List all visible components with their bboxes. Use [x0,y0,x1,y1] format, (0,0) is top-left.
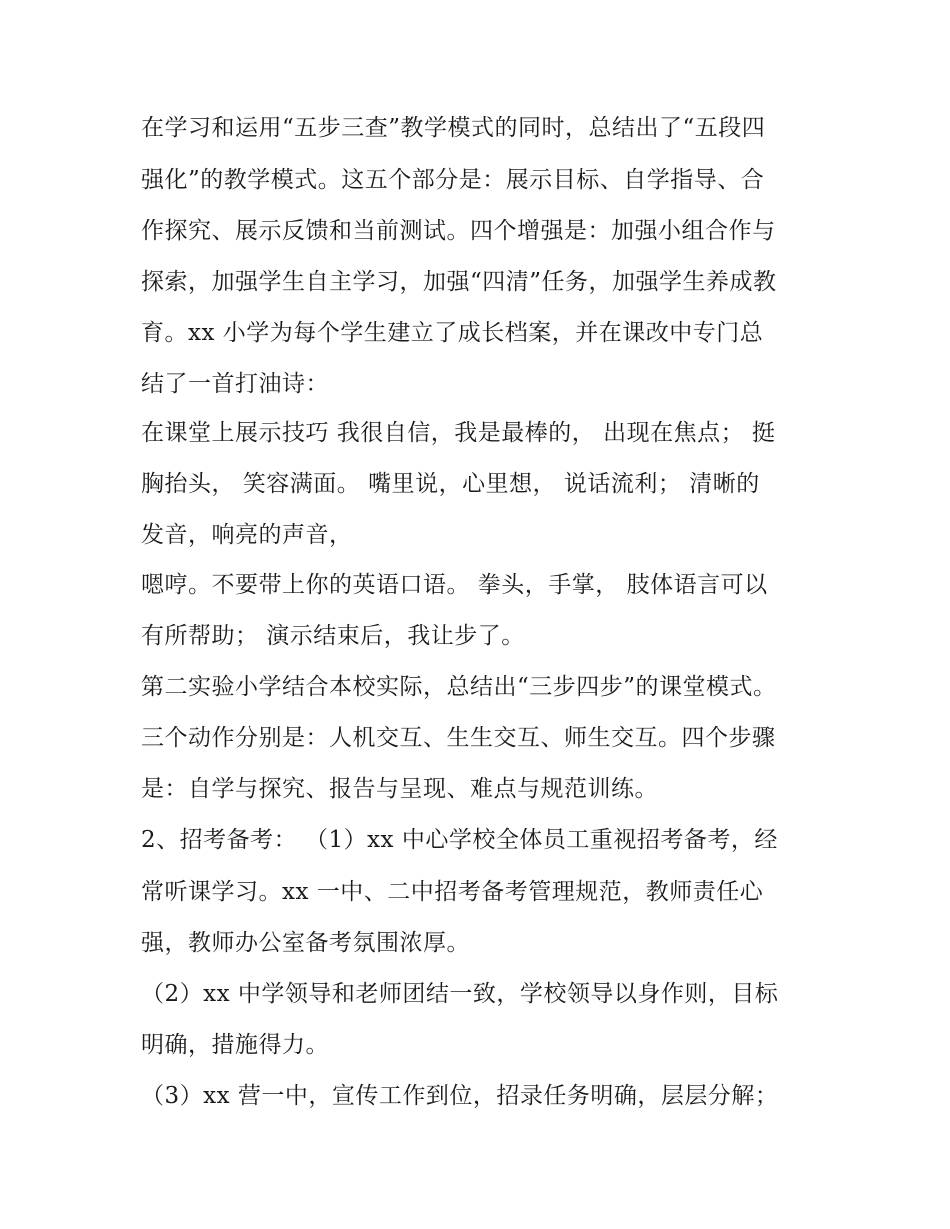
text-line: 常听课学习。xx 一中、二中招考备考管理规范，教师责任心 [141,879,764,905]
text-line: 发音，响亮的声音， [141,522,353,548]
text-line: 胸抬头， 笑容满面。 嘴里说，心里想， 说话流利； 清晰的 [141,471,760,497]
text-line: 育。xx 小学为每个学生建立了成长档案，并在课改中专门总 [141,320,764,346]
text-line: 2、招考备考： （1）xx 中心学校全体员工重视招考备考，经 [141,827,778,853]
text-line: 强化”的教学模式。这五个部分是：展示目标、自学指导、合 [141,167,765,193]
text-line: 在学习和运用“五步三查”教学模式的同时，总结出了“五段四 [141,115,766,141]
text-line: 有所帮助； 演示结束后，我让步了。 [141,623,525,649]
text-line: 在课堂上展示技巧 我很自信，我是最棒的， 出现在焦点； 挺 [141,420,776,446]
text-line: 作探究、展示反馈和当前测试。四个增强是：加强小组合作与 [141,218,776,244]
text-line: 嗯哼。不要带上你的英语口语。 拳头，手掌， 肢体语言可以 [141,572,768,598]
text-line: 三个动作分别是：人机交互、生生交互、师生交互。四个步骤 [141,725,776,751]
text-line: 是：自学与探究、报告与呈现、难点与规范训练。 [141,776,658,802]
text-line: 结了一首打油诗： [141,371,329,397]
text-line: 探索，加强学生自主学习，加强“四清”任务，加强学生养成教 [141,269,777,295]
text-line: 明确，措施得力。 [141,1032,329,1058]
text-line: 第二实验小学结合本校实际，总结出“三步四步”的课堂模式。 [141,674,777,700]
text-line: （3）xx 营一中，宣传工作到位，招录任务明确，层层分解； [141,1083,779,1109]
text-line: 强，教师办公室备考氛围浓厚。 [141,930,470,956]
text-line: （2）xx 中学领导和老师团结一致，学校领导以身作则，目标 [141,981,779,1007]
